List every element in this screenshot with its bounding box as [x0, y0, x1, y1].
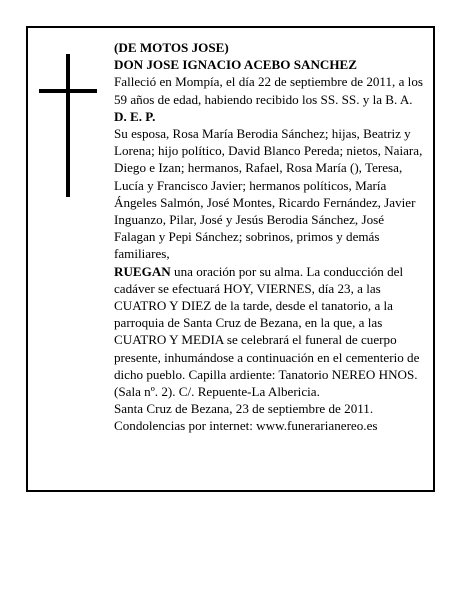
- request-lead: RUEGAN: [114, 263, 171, 279]
- rip-line: D. E. P.: [114, 108, 156, 124]
- death-text: Falleció en Mompía, el día 22 de septiembre de 2011, a los 59 años de edad, habiendo recibido los SS. SS. y la B. A.: [114, 74, 423, 107]
- cross-vertical-bar: [66, 54, 70, 197]
- obituary-text: [114, 39, 424, 435]
- request-text: una oración por su alma. La conducción del cadáver se efectuará HOY, VIERNES, día 23, a las CUATRO Y DIEZ de la tarde, desde el tanatorio, a la parroquia de Santa Cruz de Bezana, en la que, a las CUATRO Y MEDIA se celebrará el funeral de cuerpo presente, inhumándose a continuación en el cementerio de dicho pueblo. Capilla ardiente: Tanatorio NEREO HNOS. (Sala nº. 2). C/. Repuente-La Albericia.: [114, 263, 420, 400]
- family-name: (DE MOTOS JOSE): [114, 40, 229, 55]
- family-text: Su esposa, Rosa María Berodia Sánchez; hijas, Beatriz y Lorena; hijo político, David Blanco Pereda; nietos, Naiara, Diego e Izan; hermanos, Rafael, Rosa María (), Teresa, Lucía y Francisco Javier; hermanos políticos, María Ángeles Salmón, José Montes, Ricardo Fernández, Javier Inguanzo, Pilar, José y Jesús Berodia Sánchez, José Falagan y Pepi Sánchez; sobrinos, primos y demás familiares,: [114, 126, 423, 262]
- place-date: Santa Cruz de Bezana, 23 de septiembre de 2011.: [114, 401, 374, 417]
- request-paragraph: [114, 263, 424, 401]
- deceased-name: DON JOSE IGNACIO ACEBO SANCHEZ: [114, 57, 358, 73]
- condolences-line: Condolencias por internet: www.funerarianereo.es: [114, 418, 378, 434]
- cross-horizontal-bar: [39, 89, 97, 93]
